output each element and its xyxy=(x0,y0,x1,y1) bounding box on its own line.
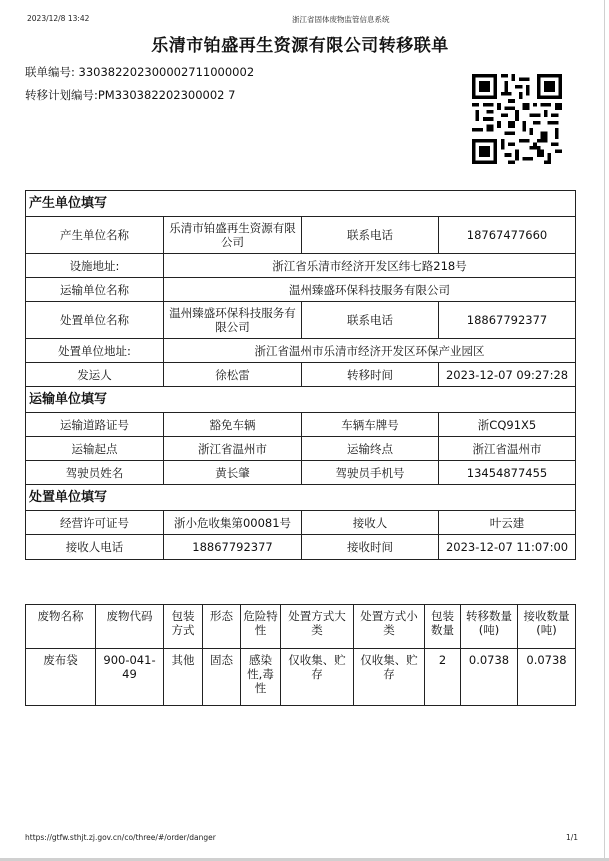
destination-value: 浙江省温州市 xyxy=(439,437,576,461)
qr-code xyxy=(472,74,562,164)
license-label: 经营许可证号 xyxy=(26,511,164,535)
footer-url: https://gtfw.sthjt.zj.gov.cn/co/three/#/order/danger xyxy=(25,833,216,842)
plate-label: 车辆车牌号 xyxy=(302,413,439,437)
origin-value: 浙江省温州市 xyxy=(164,437,302,461)
road-permit-label: 运输道路证号 xyxy=(26,413,164,437)
table-row xyxy=(26,649,576,706)
driver-value: 黄长肇 xyxy=(164,461,302,485)
disposal-unit-value: 温州臻盛环保科技服务有限公司 xyxy=(164,302,302,339)
col-header-packaging: 包装方式 xyxy=(164,605,203,649)
col-header-package-count: 包装数量 xyxy=(425,605,461,649)
producer-name-value: 乐清市铂盛再生资源有限公司 xyxy=(164,217,302,254)
system-name: 浙江省固体废物监管信息系统 xyxy=(292,15,390,24)
disposal-address-value: 浙江省温州市乐清市经济开发区环保产业园区 xyxy=(164,339,576,363)
transfer-time-value: 2023-12-07 09:27:28 xyxy=(439,363,576,387)
col-header-transfer-qty: 转移数量(吨) xyxy=(461,605,518,649)
transfer-plan-number: 转移计划编号:PM330382202300002 7 xyxy=(25,88,236,102)
transfer-qty-cell: 0.0738 xyxy=(461,649,518,706)
disposal-minor-cell: 仅收集、贮存 xyxy=(354,649,425,706)
receive-time-value: 2023-12-07 11:07:00 xyxy=(439,535,576,560)
receive-time-label: 接收时间 xyxy=(302,535,439,560)
receiver-value: 叶云建 xyxy=(439,511,576,535)
facility-address-label: 设施地址: xyxy=(26,254,164,278)
receiver-phone-value: 18867792377 xyxy=(164,535,302,560)
receive-qty-cell: 0.0738 xyxy=(518,649,576,706)
col-header-form: 形态 xyxy=(203,605,241,649)
manifest-number: 联单编号: 330382202300002711000002 xyxy=(25,65,255,79)
producer-name-label: 产生单位名称 xyxy=(26,217,164,254)
waste-name-cell: 废布袋 xyxy=(26,649,96,706)
producer-phone-label: 联系电话 xyxy=(302,217,439,254)
shipper-label: 发运人 xyxy=(26,363,164,387)
col-header-waste-code: 废物代码 xyxy=(96,605,164,649)
packaging-cell: 其他 xyxy=(164,649,203,706)
driver-phone-value: 13454877455 xyxy=(439,461,576,485)
plate-value: 浙CQ91X5 xyxy=(439,413,576,437)
disposal-phone-value: 18867792377 xyxy=(439,302,576,339)
page-edge-right xyxy=(604,0,605,861)
hazard-cell: 感染性,毒性 xyxy=(241,649,281,706)
disposal-unit-label: 处置单位名称 xyxy=(26,302,164,339)
page-number: 1/1 xyxy=(566,833,579,842)
waste-code-cell: 900-041-49 xyxy=(96,649,164,706)
receiver-label: 接收人 xyxy=(302,511,439,535)
package-count-cell: 2 xyxy=(425,649,461,706)
receiver-phone-label: 接收人电话 xyxy=(26,535,164,560)
form-cell: 固态 xyxy=(203,649,241,706)
shipper-value: 徐松雷 xyxy=(164,363,302,387)
col-header-disposal-major: 处置方式大类 xyxy=(281,605,354,649)
document-title: 乐清市铂盛再生资源有限公司转移联单 xyxy=(151,36,449,56)
disposal-address-label: 处置单位地址: xyxy=(26,339,164,363)
print-date: 2023/12/8 13:42 xyxy=(27,14,90,23)
transfer-time-label: 转移时间 xyxy=(302,363,439,387)
driver-phone-label: 驾驶员手机号 xyxy=(302,461,439,485)
disposal-major-cell: 仅收集、贮存 xyxy=(281,649,354,706)
disposal-phone-label: 联系电话 xyxy=(302,302,439,339)
road-permit-value: 豁免车辆 xyxy=(164,413,302,437)
origin-label: 运输起点 xyxy=(26,437,164,461)
col-header-receive-qty: 接收数量(吨) xyxy=(518,605,576,649)
col-header-waste-name: 废物名称 xyxy=(26,605,96,649)
producer-phone-value: 18767477660 xyxy=(439,217,576,254)
transport-unit-label: 运输单位名称 xyxy=(26,278,164,302)
transport-unit-value: 温州臻盛环保科技服务有限公司 xyxy=(164,278,576,302)
manifest-table xyxy=(25,190,576,560)
license-value: 浙小危收集第00081号 xyxy=(164,511,302,535)
section-producer: 产生单位填写 xyxy=(26,191,576,217)
destination-label: 运输终点 xyxy=(302,437,439,461)
driver-label: 驾驶员姓名 xyxy=(26,461,164,485)
facility-address-value: 浙江省乐清市经济开发区纬七路218号 xyxy=(164,254,576,278)
col-header-hazard: 危险特性 xyxy=(241,605,281,649)
section-disposal: 处置单位填写 xyxy=(26,485,576,511)
section-transport: 运输单位填写 xyxy=(26,387,576,413)
waste-table xyxy=(25,604,576,706)
col-header-disposal-minor: 处置方式小类 xyxy=(354,605,425,649)
